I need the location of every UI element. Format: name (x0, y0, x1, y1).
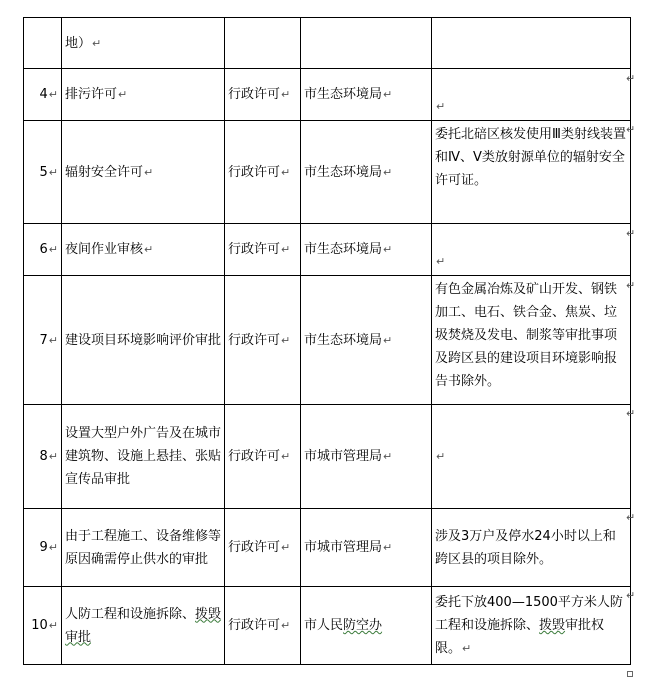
item-name-cell (62, 587, 225, 665)
item-type: 行政许可 (228, 164, 281, 180)
item-type: 行政许可 (228, 449, 281, 464)
row-number-cell (24, 509, 62, 587)
note-cell (432, 276, 631, 405)
department-cell (301, 276, 432, 405)
row-number-cell (24, 224, 62, 276)
department: 市城市管理局 (304, 449, 383, 464)
item-name-part: 人防工程和设施拆除、 (65, 606, 196, 622)
table-row (24, 224, 631, 276)
paragraph-mark-icon: ↵ (48, 333, 58, 347)
item-type-cell (225, 18, 301, 69)
paragraph-mark-icon: ↵ (383, 541, 393, 554)
item-name: 建设项目环境影响评价审批 (65, 332, 222, 348)
row-end-mark-icon: ↵ (626, 279, 636, 292)
paragraph-mark-icon: ↵ (118, 88, 128, 101)
department-cell (301, 121, 432, 224)
item-name-cell (62, 121, 225, 224)
paragraph-mark-icon: ↵ (48, 450, 58, 463)
item-type-cell (225, 69, 301, 121)
row-number: 10 (31, 618, 48, 633)
paragraph-mark-icon: ↵ (144, 165, 154, 179)
paragraph-mark-icon: ↵ (48, 88, 58, 101)
row-end-mark-icon: ↵ (626, 72, 636, 85)
item-name: 设置大型户外广告及在城市建筑物、设施上悬挂、张贴宣传品审批 (65, 426, 222, 487)
paragraph-mark-icon: ↵ (281, 619, 291, 632)
note-flagged: 拨毁 (539, 618, 566, 633)
paragraph-mark-icon: ↵ (383, 243, 393, 256)
item-type: 行政许可 (228, 242, 281, 257)
paragraph-mark-icon: ↵ (48, 541, 58, 554)
item-name: 排污许可 (65, 87, 118, 102)
paragraph-mark-icon: ↵ (281, 450, 291, 463)
department: 市生态环境局 (304, 87, 383, 102)
row-number: 8 (39, 449, 48, 464)
note-cell (432, 587, 631, 665)
paragraph-mark-icon: ↵ (92, 36, 102, 50)
item-type: 行政许可 (228, 618, 281, 633)
row-number-cell (24, 69, 62, 121)
paragraph-mark-icon: ↵ (48, 619, 58, 632)
row-number-cell (24, 276, 62, 405)
note-cell (432, 18, 631, 69)
row-number: 4 (39, 87, 48, 102)
item-name-flagged: 审批 (65, 629, 92, 645)
paragraph-mark-icon: ↵ (383, 333, 393, 347)
item-name: 由于工程施工、设备维修等原因确需停止供水的审批 (65, 528, 222, 567)
item-type: 行政许可 (228, 540, 281, 555)
item-type-cell (225, 509, 301, 587)
note-text: 委托下放400—1500平方米人防工程和设施拆除、 (435, 595, 623, 633)
note-cell (432, 509, 631, 587)
department-cell (301, 69, 432, 121)
item-name-cell (62, 18, 225, 69)
row-end-mark-icon: ↵ (626, 589, 636, 602)
department-cell (301, 587, 432, 665)
paragraph-mark-icon: ↵ (436, 450, 446, 463)
table-row (24, 69, 631, 121)
item-name-cell (62, 224, 225, 276)
department: 市人民 (304, 618, 344, 633)
row-end-mark-icon: ↵ (626, 407, 636, 420)
department: 市生态环境局 (304, 332, 383, 348)
note-cell (432, 405, 631, 509)
item-type-cell (225, 587, 301, 665)
item-type-cell (225, 121, 301, 224)
note-text: 有色金属冶炼及矿山开发、钢铁加工、电石、铁合金、焦炭、垃圾焚烧及发电、制浆等审批事项及跨区县的建设项目环境影响报告书除外。 (435, 282, 618, 389)
item-type-cell (225, 224, 301, 276)
row-number-cell (24, 587, 62, 665)
table-row (24, 587, 631, 665)
department: 市生态环境局 (304, 242, 383, 257)
paragraph-mark-icon: ↵ (436, 255, 446, 268)
item-name: 夜间作业审核 (65, 242, 144, 257)
row-number: 7 (39, 332, 48, 348)
item-name: 地） (65, 35, 92, 51)
approval-items-table (23, 17, 631, 665)
item-name-flagged: 拨毁 (195, 606, 222, 622)
department-cell (301, 18, 432, 69)
item-name-cell (62, 276, 225, 405)
note-cell (432, 69, 631, 121)
item-name-cell (62, 405, 225, 509)
row-number: 5 (39, 164, 48, 180)
paragraph-mark-icon: ↵ (462, 642, 472, 655)
paragraph-mark-icon: ↵ (383, 450, 393, 463)
department-flagged: 防空办 (343, 618, 383, 633)
table-end-marker-icon (627, 671, 633, 677)
table-row (24, 276, 631, 405)
paragraph-mark-icon: ↵ (383, 88, 393, 101)
item-type-cell (225, 276, 301, 405)
paragraph-mark-icon: ↵ (281, 333, 291, 347)
department-cell (301, 405, 432, 509)
paragraph-mark-icon: ↵ (281, 88, 291, 101)
paragraph-mark-icon: ↵ (383, 165, 393, 179)
paragraph-mark-icon: ↵ (281, 541, 291, 554)
table-row (24, 509, 631, 587)
item-name-cell (62, 69, 225, 121)
row-number-cell (24, 18, 62, 69)
item-type-cell (225, 405, 301, 509)
department: 市生态环境局 (304, 164, 383, 180)
row-number-cell (24, 121, 62, 224)
paragraph-mark-icon: ↵ (281, 243, 291, 256)
note-cell (432, 121, 631, 224)
note-text: 委托北碚区核发使用Ⅲ类射线装置和Ⅳ、Ⅴ类放射源单位的辐射安全许可证。 (435, 127, 626, 188)
note-cell (432, 224, 631, 276)
paragraph-mark-icon: ↵ (281, 165, 291, 179)
paragraph-mark-icon: ↵ (48, 165, 58, 179)
row-number-cell (24, 405, 62, 509)
item-type: 行政许可 (228, 87, 281, 102)
table-row (24, 405, 631, 509)
paragraph-mark-icon: ↵ (436, 100, 446, 113)
table-row (24, 18, 631, 69)
row-number: 9 (39, 540, 48, 555)
item-type: 行政许可 (228, 332, 281, 348)
row-number: 6 (39, 242, 48, 257)
item-name-cell (62, 509, 225, 587)
row-end-mark-icon: ↵ (626, 123, 636, 136)
department: 市城市管理局 (304, 540, 383, 555)
paragraph-mark-icon: ↵ (144, 243, 154, 256)
table-row (24, 121, 631, 224)
row-end-mark-icon: ↵ (626, 511, 636, 524)
department-cell (301, 224, 432, 276)
item-name: 辐射安全许可 (65, 164, 144, 180)
paragraph-mark-icon: ↵ (48, 243, 58, 256)
row-end-mark-icon: ↵ (626, 227, 636, 240)
department-cell (301, 509, 432, 587)
note-text: 涉及3万户及停水24小时以上和跨区县的项目除外。 (435, 528, 616, 567)
note-text: 审批权限。 (435, 618, 605, 656)
